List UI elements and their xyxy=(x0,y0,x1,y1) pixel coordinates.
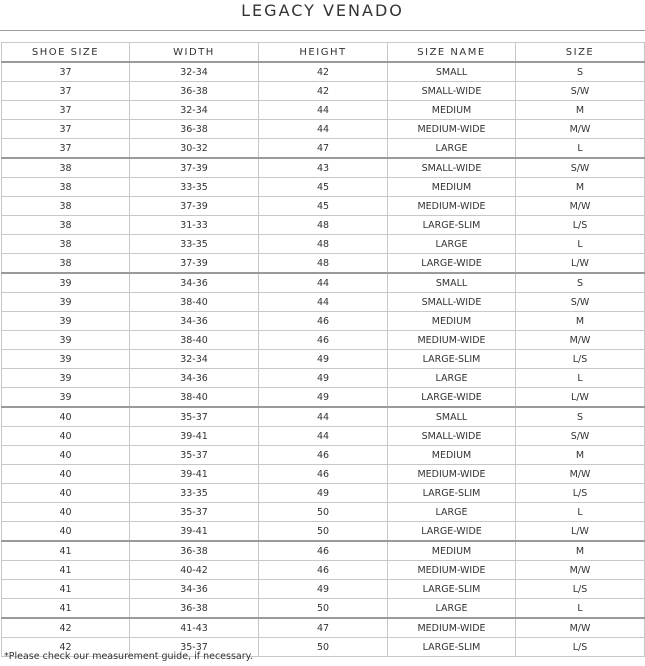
cell-size-name: LARGE-WIDE xyxy=(388,388,516,408)
cell-size-name: LARGE xyxy=(388,235,516,254)
cell-size-name: LARGE-SLIM xyxy=(388,580,516,599)
cell-width: 37-39 xyxy=(130,254,259,274)
cell-shoe-size: 42 xyxy=(2,638,130,657)
table-row xyxy=(2,331,645,350)
table-row xyxy=(2,465,645,484)
cell-width: 39-41 xyxy=(130,522,259,542)
cell-height: 43 xyxy=(259,158,388,178)
table-row xyxy=(2,350,645,369)
header-width: WIDTH xyxy=(130,43,259,63)
cell-size-name: MEDIUM-WIDE xyxy=(388,618,516,638)
cell-size-name: SMALL xyxy=(388,273,516,293)
header-size: SIZE xyxy=(516,43,645,63)
cell-height: 46 xyxy=(259,331,388,350)
cell-width: 39-41 xyxy=(130,427,259,446)
cell-height: 49 xyxy=(259,369,388,388)
size-chart-table xyxy=(1,42,645,657)
cell-shoe-size: 40 xyxy=(2,465,130,484)
cell-height: 42 xyxy=(259,82,388,101)
table-row xyxy=(2,120,645,139)
cell-size: L/S xyxy=(516,350,645,369)
cell-width: 34-36 xyxy=(130,312,259,331)
cell-width: 36-38 xyxy=(130,82,259,101)
cell-size: S xyxy=(516,273,645,293)
cell-shoe-size: 41 xyxy=(2,561,130,580)
cell-shoe-size: 42 xyxy=(2,618,130,638)
cell-size: M/W xyxy=(516,120,645,139)
cell-size: L xyxy=(516,369,645,388)
cell-width: 33-35 xyxy=(130,484,259,503)
cell-size: S xyxy=(516,407,645,427)
cell-height: 44 xyxy=(259,407,388,427)
table-row xyxy=(2,580,645,599)
cell-height: 45 xyxy=(259,197,388,216)
cell-height: 50 xyxy=(259,599,388,619)
cell-width: 36-38 xyxy=(130,599,259,619)
cell-size-name: MEDIUM-WIDE xyxy=(388,120,516,139)
cell-width: 37-39 xyxy=(130,197,259,216)
cell-size-name: MEDIUM-WIDE xyxy=(388,331,516,350)
cell-height: 48 xyxy=(259,235,388,254)
cell-size-name: SMALL-WIDE xyxy=(388,158,516,178)
cell-height: 46 xyxy=(259,446,388,465)
table-row xyxy=(2,369,645,388)
cell-shoe-size: 40 xyxy=(2,446,130,465)
cell-size-name: MEDIUM xyxy=(388,446,516,465)
header-height: HEIGHT xyxy=(259,43,388,63)
cell-height: 44 xyxy=(259,120,388,139)
cell-width: 33-35 xyxy=(130,235,259,254)
cell-size-name: LARGE-WIDE xyxy=(388,254,516,274)
cell-width: 35-37 xyxy=(130,638,259,657)
cell-shoe-size: 37 xyxy=(2,120,130,139)
cell-height: 46 xyxy=(259,465,388,484)
cell-width: 37-39 xyxy=(130,158,259,178)
cell-shoe-size: 38 xyxy=(2,197,130,216)
cell-height: 44 xyxy=(259,293,388,312)
cell-shoe-size: 40 xyxy=(2,407,130,427)
cell-shoe-size: 37 xyxy=(2,139,130,159)
cell-size-name: LARGE xyxy=(388,369,516,388)
cell-size: L/W xyxy=(516,522,645,542)
table-body xyxy=(2,62,645,657)
cell-width: 32-34 xyxy=(130,62,259,82)
cell-height: 47 xyxy=(259,139,388,159)
cell-size: S/W xyxy=(516,82,645,101)
table-row xyxy=(2,235,645,254)
table-row xyxy=(2,254,645,274)
cell-width: 35-37 xyxy=(130,503,259,522)
cell-width: 34-36 xyxy=(130,273,259,293)
table-row xyxy=(2,82,645,101)
table-row xyxy=(2,388,645,408)
cell-shoe-size: 40 xyxy=(2,503,130,522)
cell-width: 39-41 xyxy=(130,465,259,484)
cell-shoe-size: 38 xyxy=(2,235,130,254)
cell-shoe-size: 40 xyxy=(2,427,130,446)
cell-size-name: LARGE xyxy=(388,503,516,522)
table-row xyxy=(2,541,645,561)
title-divider xyxy=(0,30,645,31)
cell-size-name: LARGE-SLIM xyxy=(388,350,516,369)
cell-size: M/W xyxy=(516,197,645,216)
cell-height: 45 xyxy=(259,178,388,197)
cell-shoe-size: 38 xyxy=(2,158,130,178)
cell-shoe-size: 40 xyxy=(2,484,130,503)
cell-width: 34-36 xyxy=(130,369,259,388)
cell-size: M/W xyxy=(516,465,645,484)
cell-height: 46 xyxy=(259,541,388,561)
cell-shoe-size: 40 xyxy=(2,522,130,542)
cell-size: S/W xyxy=(516,158,645,178)
cell-size: S/W xyxy=(516,293,645,312)
cell-shoe-size: 39 xyxy=(2,350,130,369)
footnote: *Please check our measurement guide, if necessary. xyxy=(4,651,253,662)
cell-size-name: MEDIUM xyxy=(388,101,516,120)
cell-width: 35-37 xyxy=(130,446,259,465)
cell-shoe-size: 37 xyxy=(2,62,130,82)
cell-shoe-size: 38 xyxy=(2,178,130,197)
cell-size-name: SMALL-WIDE xyxy=(388,82,516,101)
table-row xyxy=(2,293,645,312)
header-shoe-size: SHOE SIZE xyxy=(2,43,130,63)
table-row xyxy=(2,407,645,427)
cell-width: 38-40 xyxy=(130,388,259,408)
cell-size-name: LARGE-SLIM xyxy=(388,484,516,503)
cell-shoe-size: 39 xyxy=(2,369,130,388)
table-row xyxy=(2,427,645,446)
cell-size: M xyxy=(516,446,645,465)
cell-width: 30-32 xyxy=(130,139,259,159)
page-title: LEGACY VENADO xyxy=(241,1,404,20)
cell-size: M xyxy=(516,312,645,331)
cell-height: 50 xyxy=(259,638,388,657)
cell-size: S xyxy=(516,62,645,82)
cell-shoe-size: 39 xyxy=(2,388,130,408)
table-row xyxy=(2,503,645,522)
cell-height: 50 xyxy=(259,503,388,522)
table-row xyxy=(2,618,645,638)
cell-shoe-size: 37 xyxy=(2,101,130,120)
cell-size: M/W xyxy=(516,618,645,638)
cell-size: M xyxy=(516,178,645,197)
cell-shoe-size: 39 xyxy=(2,331,130,350)
cell-size: L xyxy=(516,599,645,619)
cell-size: L/S xyxy=(516,580,645,599)
cell-width: 36-38 xyxy=(130,120,259,139)
cell-height: 48 xyxy=(259,254,388,274)
cell-shoe-size: 37 xyxy=(2,82,130,101)
cell-height: 49 xyxy=(259,580,388,599)
table-row xyxy=(2,484,645,503)
cell-shoe-size: 38 xyxy=(2,216,130,235)
cell-size-name: MEDIUM-WIDE xyxy=(388,197,516,216)
cell-size: M/W xyxy=(516,561,645,580)
cell-size-name: LARGE xyxy=(388,599,516,619)
cell-size-name: MEDIUM-WIDE xyxy=(388,465,516,484)
cell-size-name: MEDIUM-WIDE xyxy=(388,561,516,580)
cell-size-name: MEDIUM xyxy=(388,541,516,561)
cell-size-name: SMALL-WIDE xyxy=(388,293,516,312)
cell-size-name: MEDIUM xyxy=(388,178,516,197)
cell-height: 47 xyxy=(259,618,388,638)
cell-size: L/W xyxy=(516,388,645,408)
table-row xyxy=(2,312,645,331)
table-row xyxy=(2,599,645,619)
cell-size-name: LARGE-SLIM xyxy=(388,216,516,235)
cell-height: 49 xyxy=(259,388,388,408)
cell-height: 42 xyxy=(259,62,388,82)
cell-size-name: MEDIUM xyxy=(388,312,516,331)
cell-width: 41-43 xyxy=(130,618,259,638)
header-size-name: SIZE NAME xyxy=(388,43,516,63)
table-row xyxy=(2,522,645,542)
cell-width: 32-34 xyxy=(130,101,259,120)
table-row xyxy=(2,561,645,580)
cell-width: 31-33 xyxy=(130,216,259,235)
cell-shoe-size: 38 xyxy=(2,254,130,274)
cell-size: L/S xyxy=(516,484,645,503)
cell-height: 46 xyxy=(259,561,388,580)
cell-height: 44 xyxy=(259,427,388,446)
table-row xyxy=(2,178,645,197)
cell-size: S/W xyxy=(516,427,645,446)
cell-width: 38-40 xyxy=(130,331,259,350)
cell-width: 32-34 xyxy=(130,350,259,369)
cell-shoe-size: 39 xyxy=(2,273,130,293)
cell-shoe-size: 41 xyxy=(2,541,130,561)
cell-size: L/S xyxy=(516,216,645,235)
cell-size: M xyxy=(516,101,645,120)
table-header-row xyxy=(2,43,645,63)
cell-width: 35-37 xyxy=(130,407,259,427)
cell-height: 48 xyxy=(259,216,388,235)
table-row xyxy=(2,158,645,178)
cell-width: 40-42 xyxy=(130,561,259,580)
cell-size-name: SMALL xyxy=(388,62,516,82)
table-row xyxy=(2,197,645,216)
table-row xyxy=(2,273,645,293)
cell-size-name: LARGE-SLIM xyxy=(388,638,516,657)
cell-width: 34-36 xyxy=(130,580,259,599)
cell-size: L xyxy=(516,139,645,159)
cell-size: L xyxy=(516,503,645,522)
cell-size-name: LARGE-WIDE xyxy=(388,522,516,542)
cell-size-name: SMALL xyxy=(388,407,516,427)
cell-size: L xyxy=(516,235,645,254)
cell-height: 44 xyxy=(259,101,388,120)
cell-size-name: LARGE xyxy=(388,139,516,159)
cell-size: M xyxy=(516,541,645,561)
cell-size-name: SMALL-WIDE xyxy=(388,427,516,446)
cell-shoe-size: 41 xyxy=(2,580,130,599)
cell-height: 49 xyxy=(259,484,388,503)
cell-shoe-size: 39 xyxy=(2,312,130,331)
cell-shoe-size: 39 xyxy=(2,293,130,312)
cell-size: M/W xyxy=(516,331,645,350)
cell-width: 33-35 xyxy=(130,178,259,197)
cell-size: L/W xyxy=(516,254,645,274)
cell-height: 46 xyxy=(259,312,388,331)
cell-width: 36-38 xyxy=(130,541,259,561)
cell-height: 44 xyxy=(259,273,388,293)
table-row xyxy=(2,216,645,235)
table-row xyxy=(2,101,645,120)
table-row xyxy=(2,139,645,159)
cell-size: L/S xyxy=(516,638,645,657)
table-row xyxy=(2,62,645,82)
cell-width: 38-40 xyxy=(130,293,259,312)
cell-height: 50 xyxy=(259,522,388,542)
table-row xyxy=(2,446,645,465)
cell-height: 49 xyxy=(259,350,388,369)
cell-shoe-size: 41 xyxy=(2,599,130,619)
